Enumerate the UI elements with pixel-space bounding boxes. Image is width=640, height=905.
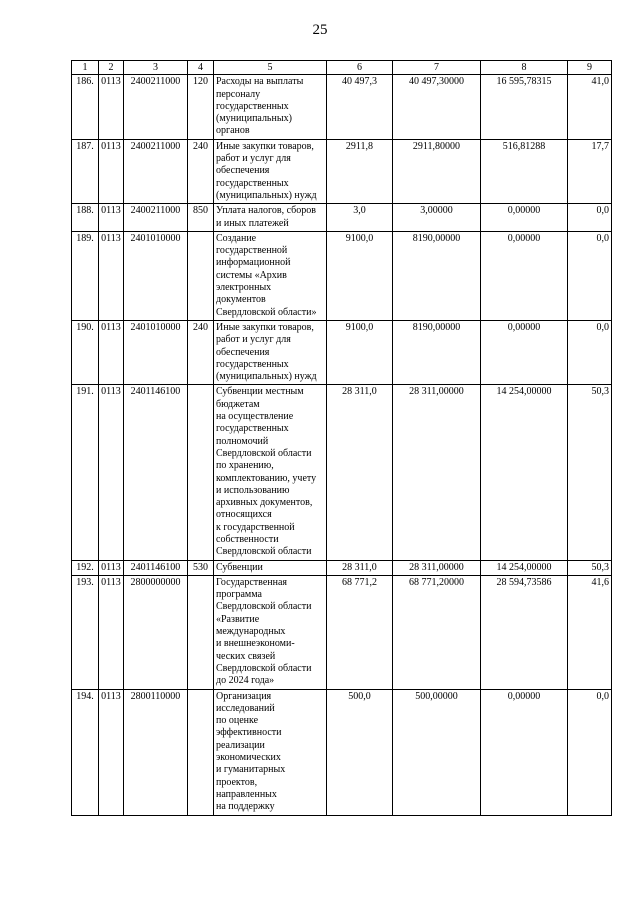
table-row (72, 75, 612, 139)
column-9-value: 41,0 (568, 75, 612, 139)
column-7-value: 3,00000 (393, 204, 481, 232)
section-code: 0113 (99, 575, 124, 689)
column-9-value: 41,6 (568, 575, 612, 689)
column-9-value: 17,7 (568, 139, 612, 203)
table-row (72, 385, 612, 560)
target-article-code: 2800000000 (124, 575, 188, 689)
column-6-value: 9100,0 (327, 231, 393, 320)
column-9-value: 0,0 (568, 689, 612, 815)
expense-type-code (188, 575, 214, 689)
expense-type-code: 120 (188, 75, 214, 139)
column-7-value: 500,00000 (393, 689, 481, 815)
column-header-9: 9 (568, 61, 612, 75)
row-number: 194. (72, 689, 99, 815)
item-name: Субвенции (214, 560, 327, 575)
table-row (72, 575, 612, 689)
column-6-value: 28 311,0 (327, 385, 393, 560)
item-name: Расходы на выплаты персоналу государственных (муниципальных) органов (214, 75, 327, 139)
table-row (72, 139, 612, 203)
target-article-code: 2800110000 (124, 689, 188, 815)
column-header-6: 6 (327, 61, 393, 75)
row-number: 186. (72, 75, 99, 139)
column-6-value: 3,0 (327, 204, 393, 232)
target-article-code: 2400211000 (124, 75, 188, 139)
table-row (72, 560, 612, 575)
expense-type-code: 530 (188, 560, 214, 575)
target-article-code: 2401146100 (124, 560, 188, 575)
column-7-value: 28 311,00000 (393, 560, 481, 575)
section-code: 0113 (99, 204, 124, 232)
column-6-value: 2911,8 (327, 139, 393, 203)
table-row (72, 689, 612, 815)
column-8-value: 14 254,00000 (481, 385, 568, 560)
section-code: 0113 (99, 231, 124, 320)
row-number: 189. (72, 231, 99, 320)
column-8-value: 0,00000 (481, 689, 568, 815)
table-header-row (72, 61, 612, 75)
column-6-value: 500,0 (327, 689, 393, 815)
section-code: 0113 (99, 560, 124, 575)
section-code: 0113 (99, 139, 124, 203)
column-8-value: 28 594,73586 (481, 575, 568, 689)
column-7-value: 2911,80000 (393, 139, 481, 203)
row-number: 192. (72, 560, 99, 575)
table-row (72, 320, 612, 384)
row-number: 193. (72, 575, 99, 689)
column-9-value: 50,3 (568, 560, 612, 575)
column-6-value: 40 497,3 (327, 75, 393, 139)
column-7-value: 28 311,00000 (393, 385, 481, 560)
column-7-value: 8190,00000 (393, 231, 481, 320)
budget-table (71, 60, 612, 816)
table-row (72, 204, 612, 232)
section-code: 0113 (99, 75, 124, 139)
item-name: Государственная программа Свердловской области «Развитие международных и внешнеэкономи- ческих связей Свердловской области до 2024 года» (214, 575, 327, 689)
section-code: 0113 (99, 320, 124, 384)
item-name: Уплата налогов, сборов и иных платежей (214, 204, 327, 232)
column-9-value: 0,0 (568, 231, 612, 320)
target-article-code: 2401010000 (124, 231, 188, 320)
item-name: Иные закупки товаров, работ и услуг для обеспечения государственных (муниципальных) нужд (214, 320, 327, 384)
expense-type-code: 240 (188, 139, 214, 203)
column-header-4: 4 (188, 61, 214, 75)
column-9-value: 0,0 (568, 320, 612, 384)
section-code: 0113 (99, 689, 124, 815)
column-6-value: 68 771,2 (327, 575, 393, 689)
column-9-value: 50,3 (568, 385, 612, 560)
column-header-2: 2 (99, 61, 124, 75)
expense-type-code: 850 (188, 204, 214, 232)
row-number: 187. (72, 139, 99, 203)
expense-type-code: 240 (188, 320, 214, 384)
column-8-value: 0,00000 (481, 231, 568, 320)
page-number: 25 (312, 22, 328, 38)
column-8-value: 0,00000 (481, 320, 568, 384)
section-code: 0113 (99, 385, 124, 560)
target-article-code: 2401010000 (124, 320, 188, 384)
expense-type-code (188, 231, 214, 320)
column-header-8: 8 (481, 61, 568, 75)
column-header-7: 7 (393, 61, 481, 75)
column-6-value: 9100,0 (327, 320, 393, 384)
column-6-value: 28 311,0 (327, 560, 393, 575)
column-9-value: 0,0 (568, 204, 612, 232)
target-article-code: 2401146100 (124, 385, 188, 560)
expense-type-code (188, 689, 214, 815)
column-8-value: 516,81288 (481, 139, 568, 203)
expense-type-code (188, 385, 214, 560)
target-article-code: 2400211000 (124, 139, 188, 203)
column-header-1: 1 (72, 61, 99, 75)
item-name: Создание государственной информационной системы «Архив электронных документов Свердловской области» (214, 231, 327, 320)
table-row (72, 231, 612, 320)
column-8-value: 16 595,78315 (481, 75, 568, 139)
item-name: Иные закупки товаров, работ и услуг для обеспечения государственных (муниципальных) нужд (214, 139, 327, 203)
row-number: 191. (72, 385, 99, 560)
column-8-value: 14 254,00000 (481, 560, 568, 575)
column-header-3: 3 (124, 61, 188, 75)
column-header-5: 5 (214, 61, 327, 75)
column-8-value: 0,00000 (481, 204, 568, 232)
column-7-value: 40 497,30000 (393, 75, 481, 139)
column-7-value: 68 771,20000 (393, 575, 481, 689)
column-7-value: 8190,00000 (393, 320, 481, 384)
row-number: 188. (72, 204, 99, 232)
item-name: Организация исследований по оценке эффективности реализации экономических и гуманитарных проектов, направленных на поддержку (214, 689, 327, 815)
item-name: Субвенции местным бюджетам на осуществление государственных полномочий Свердловской области по хранению, комплектованию, учету и использованию архивных документов, относящихся к государственной собственности Свердловской области (214, 385, 327, 560)
target-article-code: 2400211000 (124, 204, 188, 232)
row-number: 190. (72, 320, 99, 384)
